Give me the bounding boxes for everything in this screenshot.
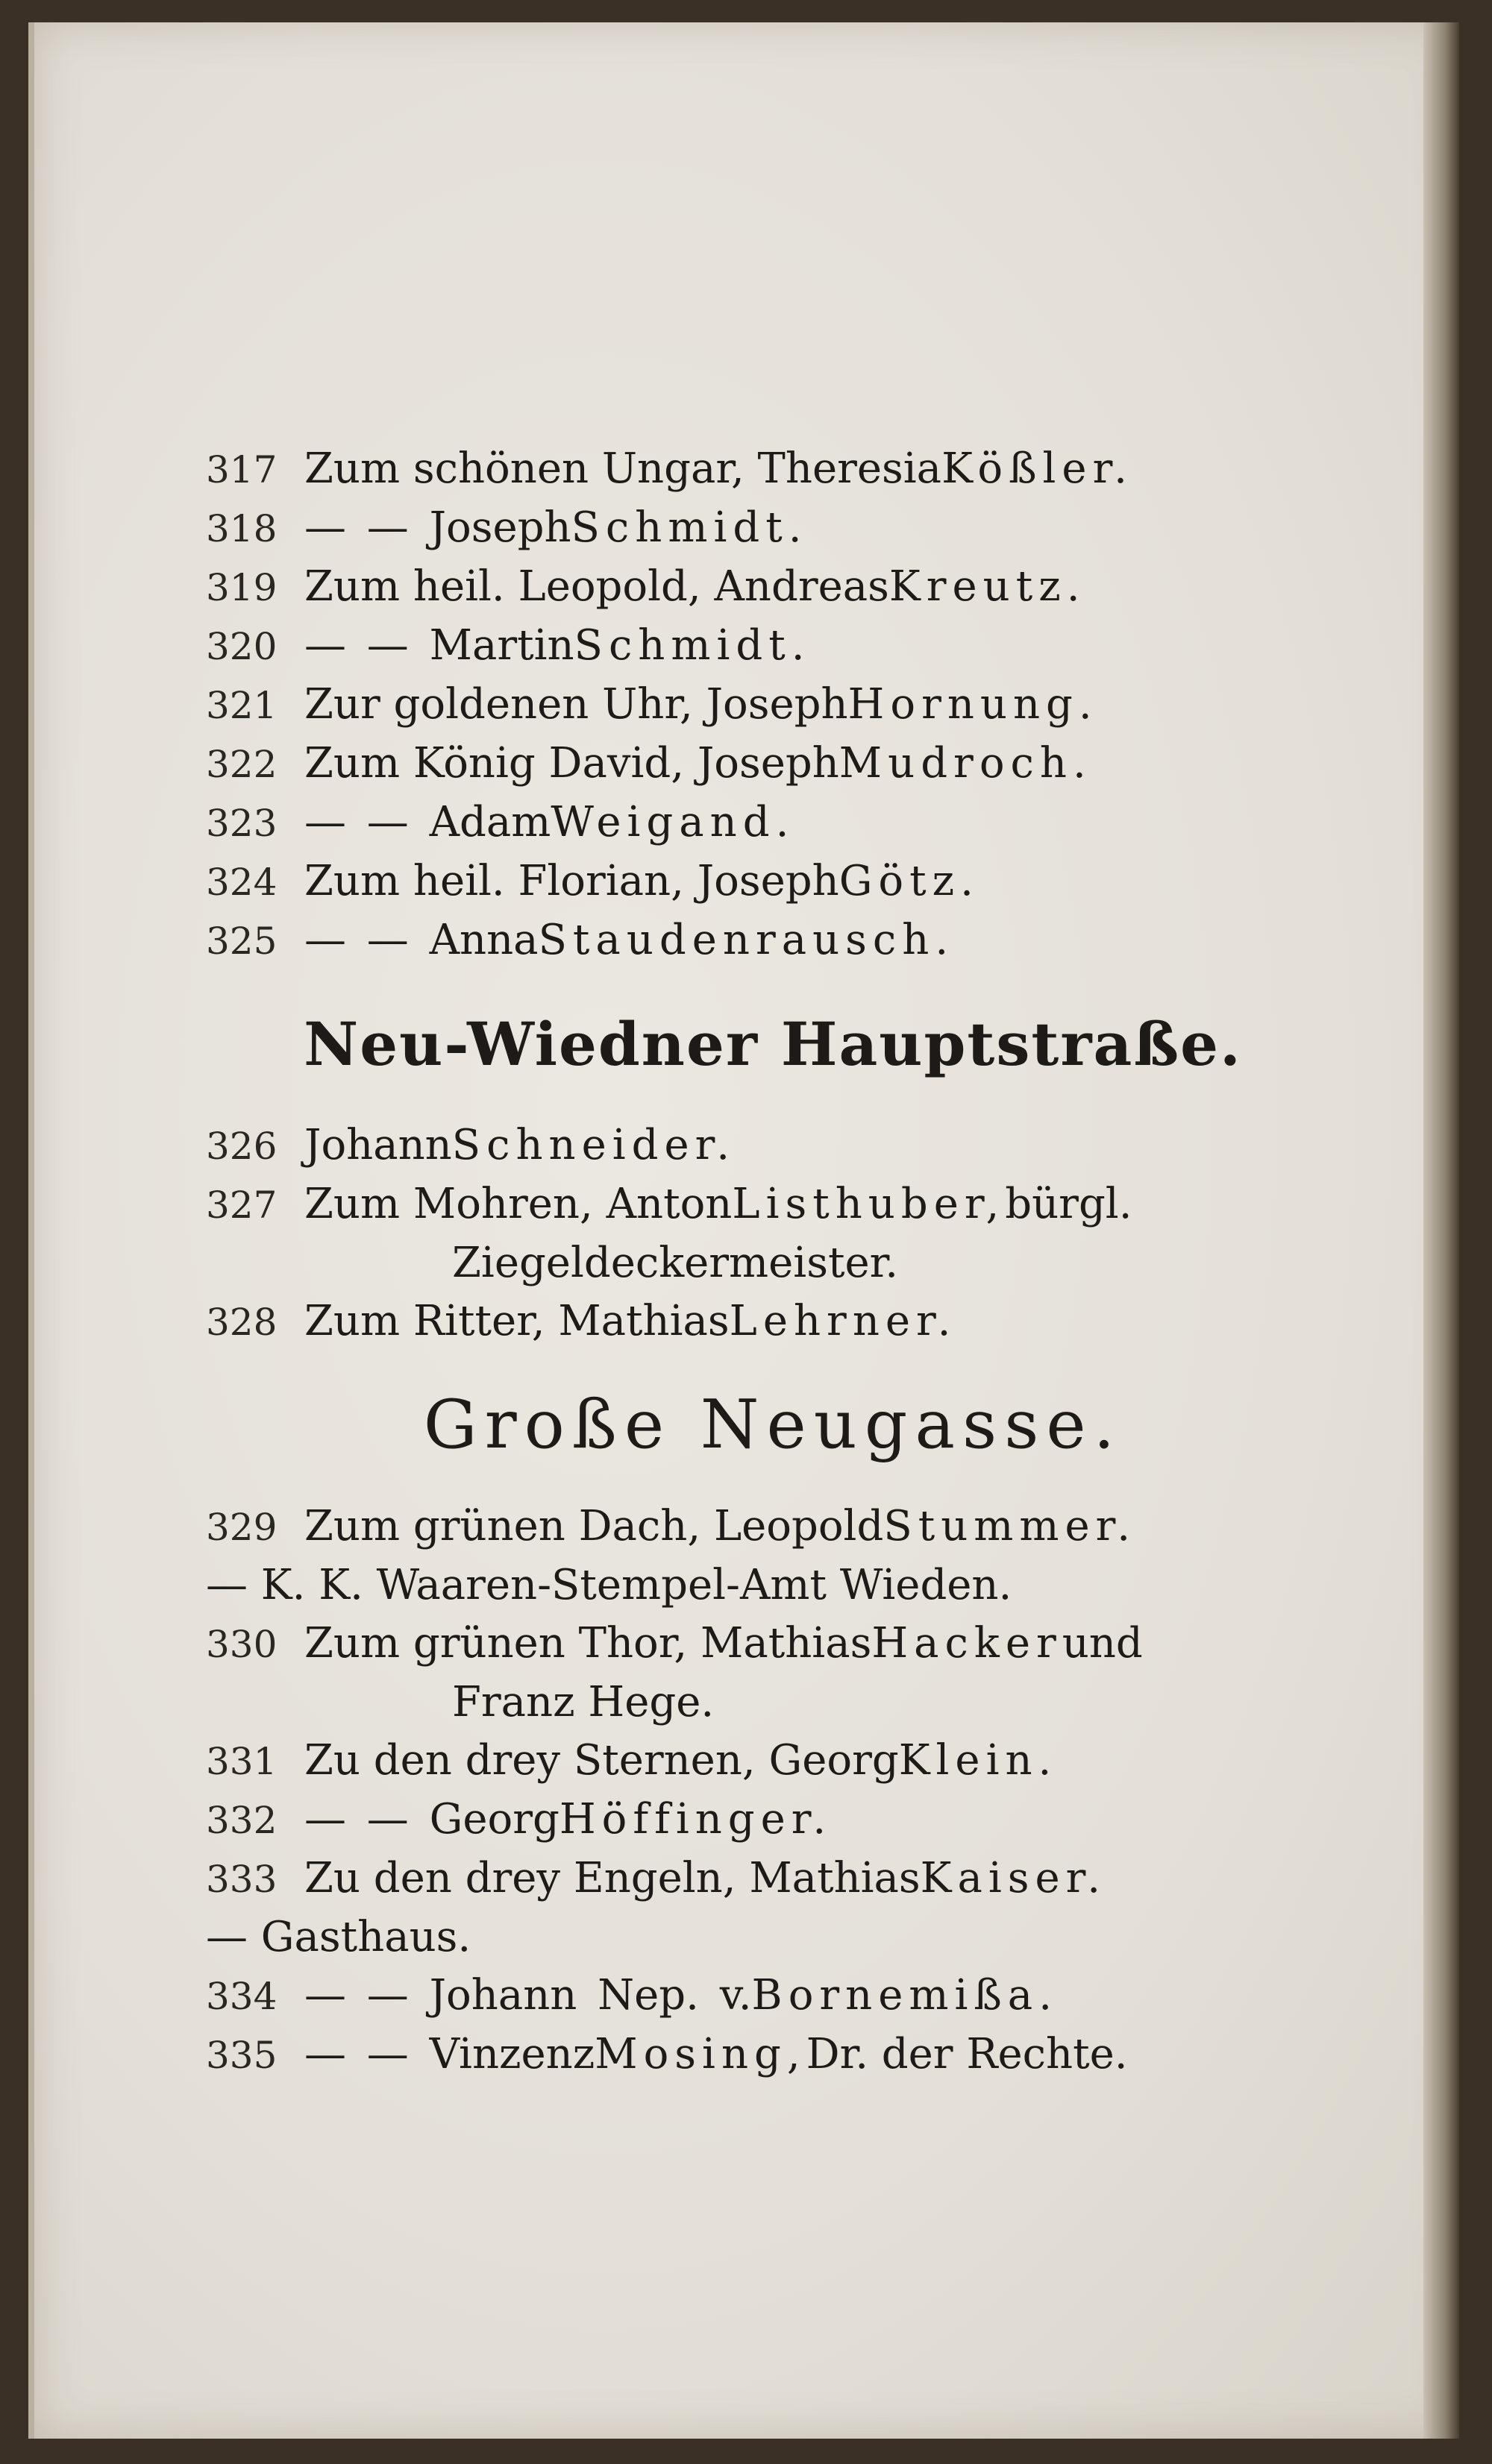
entry-surname: Kößler. [941, 444, 1133, 493]
entry-text: Zum König David, Joseph [304, 739, 839, 788]
page-text [206, 440, 1340, 2084]
house-number: 323 [206, 802, 278, 845]
entry-row [206, 793, 1340, 852]
house-number: 331 [206, 1740, 278, 1783]
entry-text: — — Johann Nep. v. [304, 1971, 752, 2020]
entry-row [206, 1849, 1340, 1908]
entry-row [206, 1292, 1340, 1351]
entry-row [206, 617, 1340, 676]
entry-text: Zu den drey Engeln, Mathias [304, 1854, 921, 1902]
entry-row [206, 1967, 1340, 2025]
entry-row [206, 852, 1340, 911]
entry-row [206, 440, 1340, 499]
street-heading: Große Neugasse. [423, 1386, 1123, 1464]
house-number: 324 [206, 861, 278, 904]
entry-row [206, 676, 1340, 735]
entry-surname: Mosing, [595, 2030, 806, 2078]
house-number: 326 [206, 1125, 278, 1168]
entry-row [206, 911, 1340, 970]
entry-text: — — Adam [304, 798, 551, 846]
house-number: 320 [206, 625, 278, 668]
house-number: 328 [206, 1301, 278, 1344]
entry-surname: Mudroch. [839, 739, 1092, 788]
book-spine-edge [1423, 22, 1459, 2439]
entry-row [206, 1732, 1340, 1791]
house-number: 335 [206, 2034, 278, 2077]
entry-surname: Listhuber, [732, 1180, 1006, 1228]
house-number: 334 [206, 1975, 278, 2018]
entry-text: Zum heil. Leopold, Andreas [304, 562, 889, 611]
entry-text: Zum schönen Ungar, Theresia [304, 444, 942, 493]
house-number: 330 [206, 1623, 278, 1666]
entry-text: — — Martin [304, 621, 574, 670]
book-page [28, 22, 1459, 2439]
entry-surname: Lehrner. [729, 1297, 957, 1345]
entry-surname: Kaiser. [920, 1854, 1107, 1902]
entry-surname: Schmidt. [571, 503, 808, 552]
entry-row [206, 1497, 1340, 1556]
entry-surname: Stummer. [883, 1502, 1137, 1550]
entry-text: Zum Ritter, Mathias [304, 1297, 730, 1345]
entry-surname: Schneider. [451, 1121, 736, 1169]
entry-surname: Götz. [839, 857, 979, 905]
street-heading: Neu-Wiedner Hauptstraße. [304, 1009, 1242, 1079]
house-number: 325 [206, 920, 278, 963]
entry-text: Zum Mohren, Anton [304, 1180, 733, 1228]
house-number: 333 [206, 1858, 278, 1901]
entry-surname: Bornemißa. [751, 1971, 1058, 2020]
entry-text: — — Georg [304, 1795, 560, 1844]
entry-text: Johann [304, 1121, 452, 1169]
entry-continuation: Ziegeldeckermeister. [452, 1239, 899, 1287]
entry-surname: Höffinger. [559, 1795, 833, 1844]
entry-text: Zu den drey Sternen, Georg [304, 1736, 899, 1785]
house-number: 329 [206, 1506, 278, 1549]
house-number: 332 [206, 1799, 278, 1842]
house-number: 327 [206, 1184, 278, 1227]
entry-tail: und [1062, 1619, 1143, 1668]
entry-row [206, 1175, 1340, 1234]
entry-row [206, 1615, 1340, 1673]
entry-row [206, 558, 1340, 617]
house-number: 318 [206, 507, 278, 550]
entry-surname: Hacker [871, 1619, 1062, 1668]
house-number: 319 [206, 566, 278, 609]
entry-text: Zum grünen Thor, Mathias [304, 1619, 872, 1668]
entry-row [206, 735, 1340, 793]
house-number: 322 [206, 743, 278, 786]
house-number: 321 [206, 684, 278, 727]
entry-note: — K. K. Waaren-Stempel-Amt Wieden. [206, 1561, 1012, 1609]
entry-continuation: Franz Hege. [452, 1678, 715, 1726]
entry-row [206, 1116, 1340, 1175]
entry-text: — — Joseph [304, 503, 571, 552]
entry-row [206, 2025, 1340, 2084]
entry-text: — — Vinzenz [304, 2030, 595, 2078]
entry-row [206, 499, 1340, 558]
entry-surname: Staudenrausch. [538, 916, 955, 964]
entry-text: — — Anna [304, 916, 539, 964]
house-number: 317 [206, 448, 278, 491]
entry-text: Zum grünen Dach, Leopold [304, 1502, 884, 1550]
entry-note: — Gasthaus. [206, 1913, 471, 1961]
entry-text: Zur goldenen Uhr, Joseph [304, 680, 848, 729]
entry-surname: Klein. [898, 1736, 1058, 1785]
entry-surname: Weigand. [551, 798, 795, 846]
entry-tail: Dr. der Rechte. [806, 2030, 1128, 2078]
entry-row [206, 1791, 1340, 1849]
entry-text: Zum heil. Florian, Joseph [304, 857, 839, 905]
entry-surname: Kreutz. [888, 562, 1086, 611]
entry-surname: Schmidt. [574, 621, 811, 670]
entry-surname: Hornung. [847, 680, 1098, 729]
entry-tail: bürgl. [1005, 1180, 1132, 1228]
